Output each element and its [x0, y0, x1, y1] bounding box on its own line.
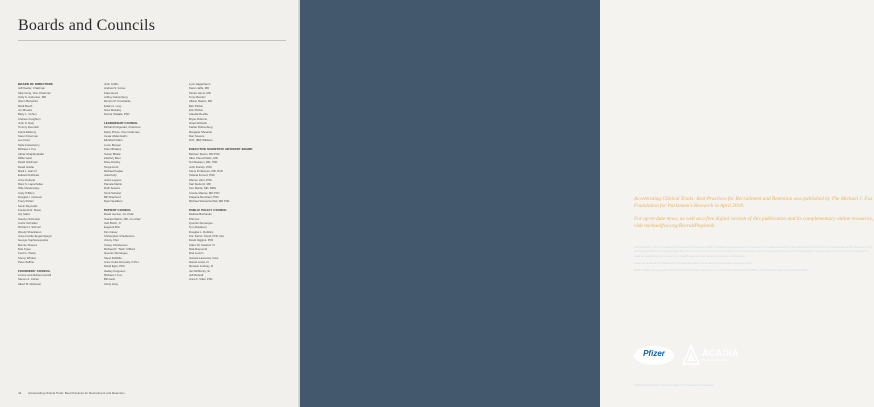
member-name: Nicole Jarvis, MD — [189, 90, 211, 95]
member-name: Margaret Sheehan — [189, 129, 213, 134]
page-title: Boards and Councils — [18, 17, 156, 34]
member-name: David Goldie — [18, 164, 35, 169]
member-name: Peter Zaffino — [18, 260, 34, 265]
member-name: Frederick E. Rowe — [18, 207, 42, 212]
member-name: Tanya Hurd — [104, 164, 119, 169]
member-name: Tommy Doernich — [18, 125, 39, 130]
member-name: Jeff Rettedt — [189, 273, 204, 278]
body-paragraph: MJFF thanks the sponsors of this publication for their support of our recruitment and retention efforts, which helped make this guide possible. — [634, 268, 809, 273]
member-name: John Dunlop, PhD — [189, 164, 212, 169]
member-name: Jon Brooks — [18, 108, 32, 113]
member-name: Claudia Revilla — [189, 112, 208, 117]
member-name: Steve DeWitte — [104, 255, 122, 260]
acadia-logo — [682, 344, 742, 366]
member-name: Kim Casey — [104, 229, 118, 234]
member-name: Bonnie Strauss — [18, 242, 37, 247]
member-name: Michael R. "Nick" Clifford — [104, 247, 135, 252]
member-name: Steven A. Cohen — [18, 277, 39, 282]
member-name: Curtis Schnitker — [18, 221, 38, 225]
member-name: Lonnie and Muhammad Ali — [18, 273, 52, 278]
section-heading: LEADERSHIP COUNCIL — [104, 121, 139, 126]
member-name: Tracy Pollan — [18, 199, 34, 204]
section-heading: BOARD OF DIRECTORS — [18, 82, 53, 86]
intro-paragraph: Accelerating Clinical Trials: Best Practices for Recruitment and Retention was published by The Michael J. Fox Foundation for Parkinson's Research in April 2018. — [634, 196, 873, 209]
member-name: Dan Sowers — [189, 134, 205, 139]
publication-intro — [634, 196, 874, 236]
member-name: Willie Geist — [18, 155, 32, 160]
member-name: Justin Legrow — [104, 177, 122, 182]
member-name: Edward Koltbraw — [18, 173, 40, 178]
member-name: Daisy Prince, Vice Chairman — [104, 129, 140, 134]
member-name: Mark L. Hart III — [18, 168, 37, 173]
member-name: David Iverson, Co-Chair — [104, 212, 134, 217]
member-name: Jan McMurtry, Sr. — [189, 268, 211, 273]
member-name: Donna Shalala, PhD — [104, 112, 130, 117]
acadia-wordmark: ACADIA — [702, 348, 739, 358]
member-name: Connie Marras, MD PhD — [189, 190, 220, 195]
member-name: Karen Jaffe, MD — [189, 86, 210, 91]
member-name: Skip Irving, Vice Chairman — [18, 90, 51, 95]
member-name: Anne Coles Donnelly, D.P.H. — [104, 260, 140, 265]
member-name: Tom Davidson — [189, 225, 207, 230]
member-name: Ryan Spellison — [104, 199, 123, 204]
member-name: Melissa Buchanan — [189, 212, 212, 217]
acadia-mark-icon — [682, 345, 700, 365]
member-name: Fred G. Weiss — [18, 251, 36, 256]
member-name: Christopher Chadbourne — [104, 234, 135, 239]
member-name: Morton M. Kondracke — [104, 99, 131, 104]
member-name: Marc S. Lapschulka — [18, 181, 43, 186]
copyright-notice: ©2018 The Michael J. Fox Foundation for Parkinson's Research — [634, 383, 714, 387]
member-name: Dave Dandry — [104, 160, 121, 165]
member-name: Richard Fitzgerald, Chairman — [104, 125, 141, 130]
member-name: Lynn Hagerbaum — [189, 82, 211, 86]
member-name: Susan Bilotta — [104, 151, 121, 156]
member-column-2 — [104, 82, 184, 286]
member-name: Quentin Durrangue — [189, 221, 213, 225]
page-footer — [18, 391, 125, 395]
member-name: Andrew Creighton — [18, 116, 41, 121]
member-name: Woody Shackleton — [18, 229, 42, 234]
member-name: Kevin Reynolds — [18, 203, 38, 208]
member-name: David Higgins, PhD — [189, 238, 214, 243]
member-name: John S. Daly — [18, 121, 34, 126]
member-name: Quentin Durrangue — [104, 251, 128, 256]
member-name: Bert Parker — [189, 103, 204, 108]
member-name: Ruth Sowers — [104, 186, 121, 191]
member-name: Jeffrey Katzenberg — [104, 95, 128, 100]
acknowledgements — [634, 245, 874, 276]
section-heading: FOUNDERS' COUNCIL — [18, 268, 51, 273]
page-number: 44 — [18, 391, 22, 395]
left-page — [0, 0, 300, 407]
member-name: Peter Binakos — [104, 147, 122, 152]
title-divider — [18, 40, 286, 41]
member-name: Akhar Ghaphtoaralla — [18, 151, 44, 156]
member-name: Rob Typer — [18, 247, 31, 252]
member-name: Israel Robledo — [189, 121, 208, 126]
member-name: Col. Karl E. Friedl, PhD, Ret. — [189, 234, 225, 239]
member-name: Mark Booth — [18, 103, 33, 108]
member-name: Carl Bolch, Jr. — [104, 221, 122, 225]
member-name: Julia Kelly — [104, 173, 117, 178]
member-name: Scott Scheiter — [104, 190, 122, 195]
member-name: Douglas L. Dobbins — [189, 229, 214, 234]
member-column-3 — [189, 82, 289, 282]
member-name: Daniel Lewis, III — [189, 260, 209, 265]
member-name: Zachary Brier — [104, 155, 121, 160]
member-name: Carolyn Schenker — [18, 216, 41, 221]
body-paragraph: The Michael J. Fox Foundation for Parkinson's Research (MJFF) gratefully acknowledges the Strategic Committee members of the Recruitment 2017 Summit, Director Alexander Sweeney, and all those at MJFF who helped shape the content. The views expressed are those of the contributors and not necessarily those of the Foundation or its sponsors. Content is not intended to be used as medical advice; consult your health care provider before enrolling in a clinical trial. — [634, 245, 872, 258]
intro-paragraph: For up-to-date news, as well as a free digital version of this publication and its complementary online resources, visit michaeljfox.org/RecruitPlaybook. — [634, 216, 874, 229]
pfizer-wordmark: Pfizer — [643, 349, 665, 358]
section-heading: PUBLIC POLICY COUNCIL — [189, 207, 228, 212]
member-name: Hadley Ferguson — [104, 268, 126, 273]
body-paragraph: Learn more about the Parkinson's Disease Education Consortium at michaeljfox.org/consortium. — [634, 261, 753, 266]
member-name: Jimmy Choi — [104, 238, 119, 243]
section-heading: PATIENT COUNCIL — [104, 207, 132, 212]
member-name: Albert B. Glickman — [18, 281, 42, 286]
member-name: Edwin A. Levy — [104, 103, 122, 108]
member-name: Frank Elsberry — [18, 129, 37, 134]
member-name: Nelle Fortenberry — [18, 142, 40, 147]
member-name: Pamela Martin — [104, 181, 123, 186]
member-name: Meranie Lindsay, III — [189, 264, 214, 269]
member-name: Adam W. Kelleher III — [189, 242, 215, 247]
member-name: Elizabeth Alam — [104, 138, 123, 143]
member-name: Sonny Wholes — [18, 255, 37, 260]
member-name: Tatiana Foroud, PhD — [189, 173, 215, 178]
member-name: Lily Safra — [18, 212, 30, 217]
member-name: Ted Dawson, MD, PhD — [189, 160, 218, 165]
member-name: Lee Fried — [18, 138, 30, 143]
member-name: Kalpana Merchant, PhD — [189, 194, 219, 199]
member-name: Jeff Keefer, Chairman — [18, 86, 45, 91]
member-name: Bill Geist — [104, 277, 116, 282]
member-name: Anne-Cecilie Engell Speyer — [18, 234, 53, 239]
member-name: Karlan Rothenberg — [189, 125, 213, 130]
sponsor-logos — [634, 344, 754, 366]
member-name: Michael J. Fox — [18, 147, 37, 152]
member-name: Alice Chen-Plotkin, MD — [189, 155, 218, 160]
pfizer-logo — [634, 346, 674, 365]
member-name: Tony Mendez — [189, 95, 206, 100]
member-name: John Griffin — [104, 82, 119, 86]
right-page — [300, 0, 874, 407]
running-title: Accelerating Clinical Trials: Best Practices for Recruitment and Retention — [28, 391, 125, 395]
member-name: Karen Finerman — [18, 134, 39, 139]
section-heading: EXECUTIVE SCIENTIFIC ADVISORY BOARD — [189, 147, 253, 152]
member-name: Warren Hirst, PhD — [189, 177, 212, 182]
member-name: Bertram Flores, MD PhD — [189, 151, 220, 156]
member-name: Jessica Lawrence-Voss — [189, 255, 219, 260]
member-name: Douglas I. Ostrover — [18, 194, 43, 199]
member-name: Eugenia Brin — [104, 225, 121, 230]
member-name: Casey Christensen — [104, 242, 128, 247]
member-name: Andy O'Brien — [18, 190, 35, 195]
member-name: Matt Raymond — [189, 247, 208, 252]
member-name: Steve Finkbeiner, MD, PhD — [189, 168, 223, 173]
member-name: Bryan Roberts — [189, 116, 207, 121]
member-name: Michael J. Fox — [104, 273, 123, 278]
member-name: Rod Lovern — [189, 251, 204, 256]
member-name: Andrew S. Grove — [104, 86, 126, 91]
member-name: Michael Schwarzschild, MD PhD — [189, 199, 230, 204]
member-name: Anne Kurland — [18, 177, 35, 182]
member-name: Richard J. Schnell — [18, 225, 41, 230]
member-name: Glenn Berkshire — [18, 99, 39, 104]
member-name: W.N. (Bill) Williams — [189, 138, 213, 143]
member-name: Ollie Niewierosky — [18, 186, 40, 191]
member-name: Allison Maiolo, MD — [189, 99, 213, 104]
acadia-subtitle: Pharmaceuticals Inc. — [702, 358, 730, 362]
member-name: Phil Cox — [189, 216, 200, 221]
member-name: David Glickman — [18, 160, 38, 165]
member-name: Holly S. Andersen, MD — [18, 95, 47, 100]
member-name: Michael Kaplan — [104, 168, 124, 173]
member-name: Eric Pitcher — [189, 108, 204, 113]
member-name: Betty L. Cohen — [18, 112, 37, 117]
member-name: Nora Mulcahy — [104, 108, 122, 113]
member-name: Karl Kieburtz, MD — [189, 181, 211, 186]
member-name: Ken Marek, MD, MPH — [189, 186, 217, 191]
member-name: David Eger, PhD — [104, 264, 125, 269]
member-name: Loren Bergen — [104, 142, 121, 147]
member-name: George Sophianopoulos — [18, 238, 49, 243]
member-name: Katie Hood — [104, 90, 118, 95]
member-name: Soania Mathur, MD, Co-Chair — [104, 216, 141, 221]
member-name: Anne F. Vittel, PhD — [189, 277, 213, 282]
member-name: Cesar Abdel-Halim — [104, 134, 128, 139]
member-name: Bill Shepherd — [104, 194, 121, 199]
member-column-1 — [18, 82, 96, 286]
member-name: Cindy Gray — [104, 281, 118, 286]
